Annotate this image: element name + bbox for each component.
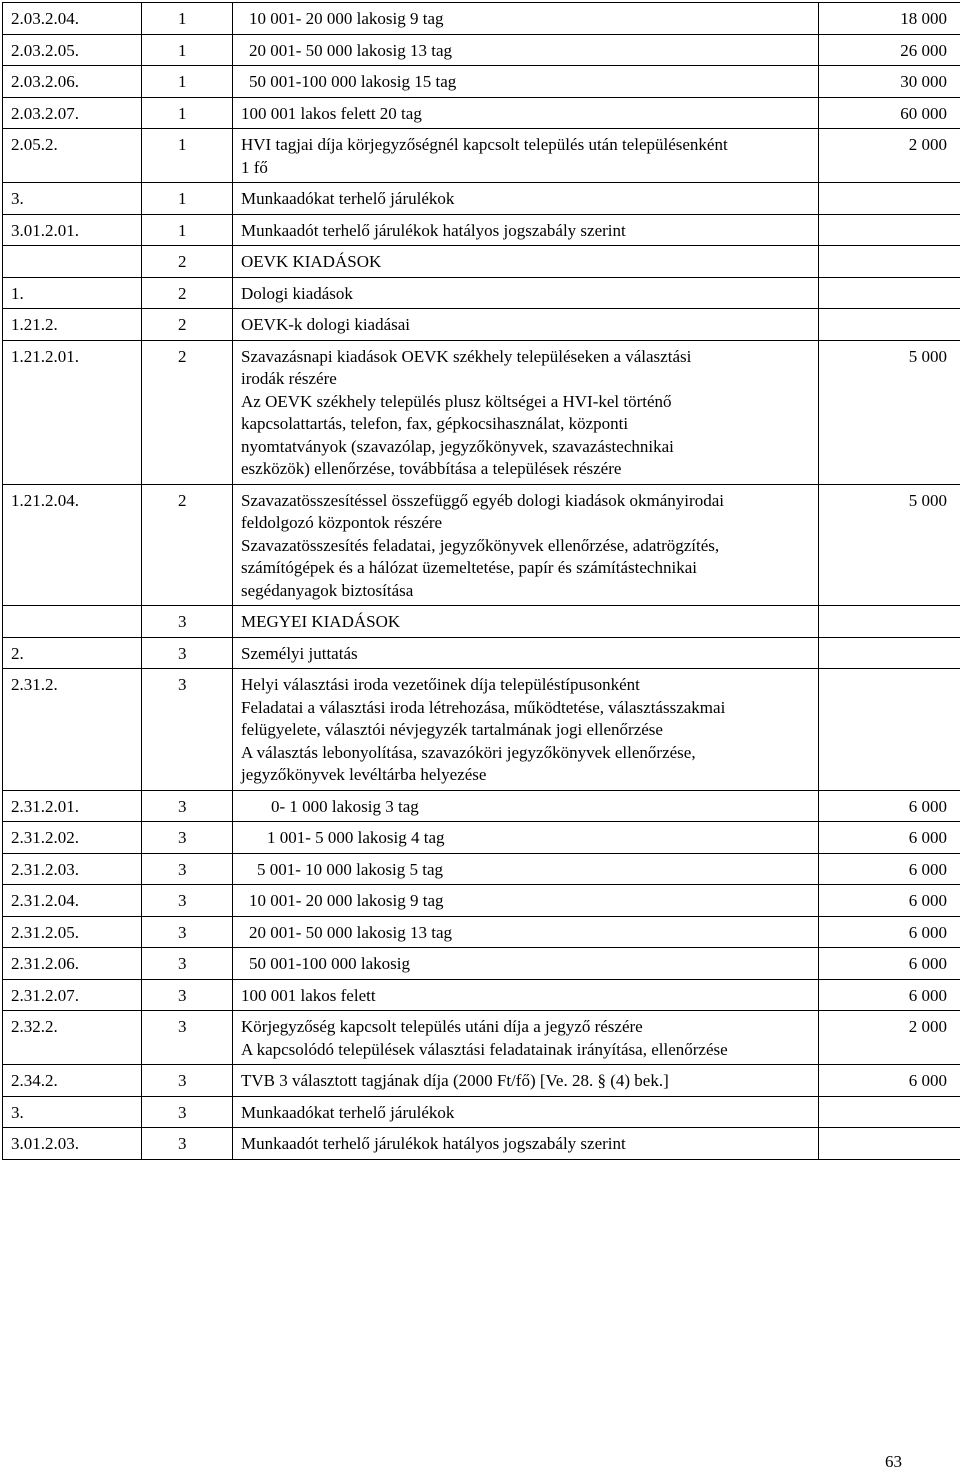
description-line: A választás lebonyolítása, szavazóköri jegyzőkönyvek ellenőrzése, [241,742,696,762]
description-line: MEGYEI KIADÁSOK [241,612,401,631]
description-line: nyomtatványok (szavazólap, jegyzőkönyvek, szavazástechnikai [241,436,674,456]
description-line: Az OEVK székhely település plusz költségei a HVI-kel történő [241,391,672,411]
table-row [3,790,960,822]
row-amount: 18 000 [819,3,960,35]
description-line: Feladatai a választási iroda létrehozása, működtetése, választásszakmai [241,697,726,717]
table-row [3,484,960,606]
row-code: 2.03.2.07. [3,97,142,129]
row-level: 2 [142,340,233,484]
row-level: 3 [142,790,233,822]
row-amount: 6 000 [819,948,960,980]
row-code [3,246,142,278]
description-line: 20 001- 50 000 lakosig 13 tag [249,40,453,60]
row-level: 1 [142,214,233,246]
description-line: Szavazásnapi kiadások OEVK székhely településeken a választási [241,346,692,366]
page-number: 63 [885,1452,902,1471]
row-description [233,66,819,98]
row-level: 3 [142,637,233,669]
row-code [3,606,142,638]
description-line: 100 001 lakos felett [241,985,376,1005]
row-code: 2.05.2. [3,129,142,183]
description-line: 50 001-100 000 lakosig 15 tag [249,72,457,91]
table-row [3,979,960,1011]
row-code: 2.31.2.03. [3,853,142,885]
row-description [233,484,819,606]
description-line: Személyi juttatás [241,643,358,663]
row-level: 2 [142,246,233,278]
row-amount: 6 000 [819,790,960,822]
row-description [233,309,819,341]
row-code: 3.01.2.01. [3,214,142,246]
row-amount [819,669,960,791]
row-amount [819,606,960,638]
table-row [3,822,960,854]
description-line: 10 001- 20 000 lakosig 9 tag [249,891,444,910]
row-description [233,3,819,35]
table-row [3,277,960,309]
description-line: Munkaadókat terhelő járulékok [241,1102,455,1122]
row-description [233,214,819,246]
row-code: 2.31.2.05. [3,916,142,948]
row-level: 1 [142,129,233,183]
table-row [3,214,960,246]
table-row [3,853,960,885]
row-amount: 5 000 [819,340,960,484]
row-description [233,1096,819,1128]
row-level: 3 [142,669,233,791]
description-line: Munkaadókat terhelő járulékok [241,189,455,208]
row-description [233,1011,819,1065]
description-line: 100 001 lakos felett 20 tag [241,103,422,123]
row-amount [819,246,960,278]
row-description [233,853,819,885]
table-row [3,1065,960,1097]
row-amount: 2 000 [819,129,960,183]
row-amount: 6 000 [819,822,960,854]
row-level: 1 [142,3,233,35]
description-line: Dologi kiadások [241,283,353,303]
row-amount: 26 000 [819,34,960,66]
row-code: 1.21.2.01. [3,340,142,484]
description-line: 10 001- 20 000 lakosig 9 tag [249,9,444,28]
budget-table [2,2,960,1160]
description-line: 5 001- 10 000 lakosig 5 tag [257,859,444,879]
row-code: 2.31.2.02. [3,822,142,854]
row-amount: 2 000 [819,1011,960,1065]
row-amount: 60 000 [819,97,960,129]
row-code: 1.21.2.04. [3,484,142,606]
row-description [233,246,819,278]
description-line: Szavazatösszesítés feladatai, jegyzőkönyvek ellenőrzése, adatrögzítés, [241,535,720,555]
row-level: 1 [142,66,233,98]
description-line: feldolgozó központok részére [241,513,443,532]
description-line: irodák részére [241,369,337,388]
description-line: 0- 1 000 lakosig 3 tag [271,796,419,816]
row-level: 3 [142,606,233,638]
table-row [3,246,960,278]
row-amount: 6 000 [819,885,960,917]
row-code: 2. [3,637,142,669]
row-code: 1. [3,277,142,309]
row-description [233,97,819,129]
description-line: felügyelete, választói névjegyzék tartalmának jogi ellenőrzése [241,720,663,739]
table-row [3,183,960,215]
row-code: 2.31.2.01. [3,790,142,822]
row-amount [819,183,960,215]
row-level: 2 [142,484,233,606]
row-description [233,1065,819,1097]
row-description [233,606,819,638]
row-level: 3 [142,853,233,885]
row-level: 3 [142,1065,233,1097]
row-description [233,183,819,215]
row-description [233,1128,819,1160]
description-line: jegyzőkönyvek levéltárba helyezése [241,765,487,784]
table-row [3,340,960,484]
table-row [3,66,960,98]
row-description [233,790,819,822]
row-level: 3 [142,1128,233,1160]
row-code: 2.31.2. [3,669,142,791]
table-row [3,34,960,66]
description-line: 1 001- 5 000 lakosig 4 tag [267,828,445,847]
row-level: 1 [142,97,233,129]
row-code: 2.31.2.06. [3,948,142,980]
row-level: 3 [142,1011,233,1065]
row-level: 3 [142,822,233,854]
table-row [3,1128,960,1160]
table-row [3,885,960,917]
row-description [233,948,819,980]
row-amount [819,277,960,309]
row-description [233,277,819,309]
description-line: kapcsolattartás, telefon, fax, gépkocsihasználat, központi [241,414,629,433]
row-amount: 6 000 [819,979,960,1011]
row-description [233,340,819,484]
row-code: 3. [3,183,142,215]
table-row [3,637,960,669]
row-code: 2.03.2.05. [3,34,142,66]
row-amount [819,214,960,246]
description-line: A kapcsolódó települések választási feladatainak irányítása, ellenőrzése [241,1039,728,1059]
description-line: segédanyagok biztosítása [241,580,414,600]
table-row [3,97,960,129]
description-line: Körjegyzőség kapcsolt település utáni díja a jegyző részére [241,1017,643,1036]
row-level: 2 [142,309,233,341]
row-level: 3 [142,979,233,1011]
row-code: 2.32.2. [3,1011,142,1065]
table-row [3,916,960,948]
row-level: 1 [142,183,233,215]
table-row [3,606,960,638]
row-code: 1.21.2. [3,309,142,341]
row-amount [819,1128,960,1160]
table-row [3,1096,960,1128]
row-description [233,885,819,917]
description-line: 50 001-100 000 lakosig [249,954,411,973]
row-code: 3. [3,1096,142,1128]
row-level: 1 [142,34,233,66]
description-line: 1 fő [241,157,268,177]
row-level: 3 [142,885,233,917]
row-code: 2.31.2.04. [3,885,142,917]
row-description [233,916,819,948]
budget-table-body [3,3,960,1160]
row-amount: 5 000 [819,484,960,606]
row-amount [819,637,960,669]
row-level: 3 [142,916,233,948]
description-line: 20 001- 50 000 lakosig 13 tag [249,922,453,942]
row-description [233,822,819,854]
row-code: 2.03.2.06. [3,66,142,98]
description-line: számítógépek és a hálózat üzemeltetése, papír és számítástechnikai [241,558,697,577]
row-code: 2.34.2. [3,1065,142,1097]
description-line: eszközök) ellenőrzése, továbbítása a települések részére [241,459,622,478]
row-level: 3 [142,948,233,980]
description-line: Munkaadót terhelő járulékok hatályos jogszabály szerint [241,220,626,240]
description-line: HVI tagjai díja körjegyzőségnél kapcsolt település után településenként [241,135,728,154]
row-description [233,129,819,183]
row-amount: 6 000 [819,853,960,885]
table-row [3,1011,960,1065]
row-amount [819,1096,960,1128]
description-line: Munkaadót terhelő járulékok hatályos jogszabály szerint [241,1134,626,1153]
table-row [3,669,960,791]
row-description [233,669,819,791]
row-description [233,34,819,66]
description-line: OEVK-k dologi kiadásai [241,315,411,334]
row-code: 3.01.2.03. [3,1128,142,1160]
row-description [233,637,819,669]
row-amount: 6 000 [819,1065,960,1097]
table-row [3,3,960,35]
row-code: 2.31.2.07. [3,979,142,1011]
description-line: Szavazatösszesítéssel összefüggő egyéb dologi kiadások okmányirodai [241,490,724,510]
row-amount [819,309,960,341]
row-amount: 30 000 [819,66,960,98]
table-row [3,948,960,980]
row-code: 2.03.2.04. [3,3,142,35]
description-line: OEVK KIADÁSOK [241,252,382,271]
row-amount: 6 000 [819,916,960,948]
row-level: 2 [142,277,233,309]
table-row [3,129,960,183]
description-line: Helyi választási iroda vezetőinek díja településtípusonként [241,675,640,694]
row-level: 3 [142,1096,233,1128]
row-description [233,979,819,1011]
description-line: TVB 3 választott tagjának díja (2000 Ft/fő) [Ve. 28. § (4) bek.] [241,1071,669,1090]
table-row [3,309,960,341]
